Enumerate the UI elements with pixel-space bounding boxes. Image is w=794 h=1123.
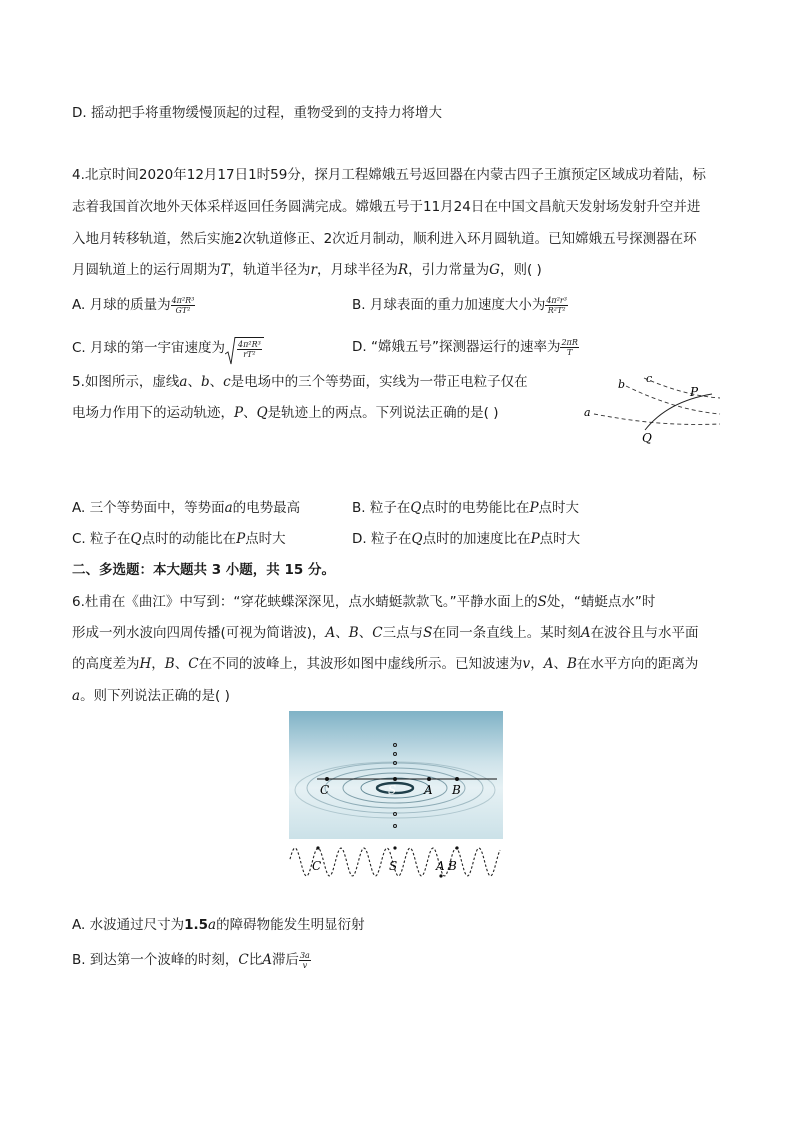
point-S-marker xyxy=(393,777,397,781)
q6-text: 、 xyxy=(335,625,349,641)
var-b: b xyxy=(200,374,210,390)
var-H: H xyxy=(139,656,152,672)
label-b: b xyxy=(618,378,626,391)
q5-text: 是电场中的三个等势面，实线为一带正电粒子仅在 xyxy=(230,374,528,390)
q4-text: 月圆轨道上的运行周期为 xyxy=(72,262,221,278)
q6-option-a xyxy=(72,915,365,935)
formula-moon-mass xyxy=(171,296,196,315)
q6-option-b-text: 比 xyxy=(248,952,263,968)
q6-stem-line4 xyxy=(72,686,230,706)
var-a: a xyxy=(224,500,233,516)
q4-option-a-label: A. 月球的质量为 xyxy=(72,297,171,313)
q6-wave-diagram xyxy=(287,710,503,882)
q5-option-d-text: D. 粒子在 xyxy=(352,531,412,547)
photo-label-B: B xyxy=(452,783,461,797)
q6-option-b xyxy=(72,950,311,970)
wave-C-marker xyxy=(316,846,319,849)
q5-option-d-text: 点时的加速度比在 xyxy=(422,531,531,547)
q4-option-b-label: B. 月球表面的重力加速度大小为 xyxy=(352,297,546,313)
var-T: T xyxy=(220,262,230,278)
wave-label-S: S xyxy=(389,859,398,873)
q4-option-c xyxy=(72,337,264,359)
var-S: S xyxy=(423,625,433,641)
var-A: A xyxy=(580,625,591,641)
q4-text: ，月球半径为 xyxy=(316,262,398,278)
fraction-denominator: T xyxy=(566,347,573,357)
wave-label-C: C xyxy=(312,859,322,873)
var-B: B xyxy=(348,625,359,641)
var-C: C xyxy=(238,952,249,968)
var-B: B xyxy=(164,656,175,672)
q4-stem-line3: 入地月转移轨道，然后实施2次轨道修正、2次近月制动，顺利进入环月圆轨道。已知嫦娥五号探测器在环 xyxy=(72,231,697,247)
q6-option-a-text: 的障碍物能发生明显衍射 xyxy=(216,917,365,933)
q4-option-c-label: C. 月球的第一宇宙速度为 xyxy=(72,340,226,356)
q5-option-d-text: 点时大 xyxy=(539,531,581,547)
q4-stem-line1: 4.北京时间2020年12月17日1时59分，探月工程嫦娥五号返回器在内蒙古四子王旗预定区域成功着陆，标 xyxy=(72,167,706,183)
var-Q: Q xyxy=(411,531,423,547)
var-P: P xyxy=(236,531,246,547)
wave-S-marker xyxy=(393,846,396,849)
q5-option-c-text: C. 粒子在 xyxy=(72,531,131,547)
point-C-marker xyxy=(325,777,329,781)
q6-text: 6.杜甫在《曲江》中写到：“穿花蛱蝶深深见，点水蜻蜓款款飞。”平静水面上的 xyxy=(72,594,538,610)
q5-text: 、 xyxy=(187,374,201,390)
q6-stem-line2 xyxy=(72,623,699,643)
q6-text: 在水平方向的距离为 xyxy=(576,656,699,672)
q4-text: ，轨道半径为 xyxy=(229,262,311,278)
q6-text: 的高度差为 xyxy=(72,656,140,672)
q5-option-a xyxy=(72,498,300,518)
formula-delay xyxy=(299,951,311,970)
q5-option-c-text: 点时大 xyxy=(245,531,286,547)
q6-option-a-text: A. 水波通过尺寸为 xyxy=(72,917,185,933)
fraction-denominator: GT² xyxy=(175,305,191,315)
fraction-numerator: 4π²R³ xyxy=(171,295,195,305)
wave-label-B: B xyxy=(448,859,457,873)
var-A: A xyxy=(262,952,272,968)
q3-option-d-text: D. 摇动把手将重物缓慢顶起的过程，重物受到的支持力将增大 xyxy=(72,105,442,121)
q6-stem-line1 xyxy=(72,592,655,612)
var-P: P xyxy=(234,405,244,421)
q6-text: 在波谷且与水平面 xyxy=(590,625,699,641)
var-c: c xyxy=(223,374,231,390)
photo-label-C: C xyxy=(320,783,330,797)
formula-first-cosmic-velocity xyxy=(225,337,264,359)
fraction-numerator: 4π²r³ xyxy=(546,295,567,305)
fraction-numerator: 2πR xyxy=(561,337,578,347)
q6-text: 三点与 xyxy=(382,625,424,641)
q4-text: ，引力常量为 xyxy=(408,262,490,278)
fraction-numerator: 4π²R³ xyxy=(238,339,261,349)
q6-option-b-text: B. 到达第一个波峰的时刻， xyxy=(72,952,239,968)
wave-A-marker xyxy=(439,874,442,877)
var-Q: Q xyxy=(410,500,422,516)
equipotential-a xyxy=(594,414,720,424)
q4-option-d-label: D. “嫦娥五号”探测器运行的速率为 xyxy=(352,339,561,355)
q3-option-d xyxy=(72,103,442,123)
q5-option-b-text: 点时大 xyxy=(538,500,580,516)
photo-label-A: A xyxy=(424,783,433,797)
q6-text: 。则下列说法正确的是( ) xyxy=(80,688,230,704)
q6-text: 、 xyxy=(553,656,567,672)
q5-option-b-text: B. 粒子在 xyxy=(352,500,411,516)
label-c: c xyxy=(646,372,653,385)
fraction-numerator: 3a xyxy=(299,950,310,960)
photo-label-S: S xyxy=(388,783,397,797)
fraction-denominator: R²T² xyxy=(547,305,566,315)
section-title: 二、多选题：本大题共 3 小题，共 15 分。 xyxy=(72,562,335,578)
formula-gravity xyxy=(545,296,568,315)
q5-text: 、 xyxy=(209,374,224,390)
q5-stem-line2 xyxy=(72,403,499,423)
label-P: P xyxy=(690,385,699,399)
q6-text: 处，“蜻蜓点水”时 xyxy=(546,594,656,610)
q6-stem-line3 xyxy=(72,654,698,674)
q5-text: 、 xyxy=(243,405,257,421)
q4-option-a xyxy=(72,295,195,315)
var-A: A xyxy=(543,656,554,672)
q5-field-diagram xyxy=(582,366,722,446)
formula-speed xyxy=(560,338,578,357)
var-a: a xyxy=(208,917,217,933)
var-a: a xyxy=(72,688,81,704)
var-G: G xyxy=(489,262,500,278)
q6-text: 在同一条直线上。某时刻 xyxy=(432,625,581,641)
fraction-denominator: v xyxy=(302,960,308,970)
q6-text: 在不同的波峰上，其波形如图中虚线所示。已知波速为 xyxy=(198,656,523,672)
var-r: r xyxy=(310,262,317,278)
var-A: A xyxy=(325,625,336,641)
q6-text: ， xyxy=(151,656,165,672)
q4-option-d xyxy=(352,337,579,357)
q6-option-b-text: 滞后 xyxy=(271,952,299,968)
q6-text: 、 xyxy=(358,625,373,641)
var-Q: Q xyxy=(130,531,142,547)
var-P: P xyxy=(530,531,540,547)
q5-text: 5.如图所示，虚线 xyxy=(72,374,180,390)
q5-option-d xyxy=(352,529,580,549)
var-C: C xyxy=(372,625,383,641)
label-Q: Q xyxy=(642,431,652,445)
q4-stem-line2: 志着我国首次地外天体采样返回任务圆满完成。嫦娥五号于11月24日在中国文昌航天发射场发射升空并进 xyxy=(72,199,701,215)
q6-text: 、 xyxy=(174,656,189,672)
label-a: a xyxy=(584,406,591,419)
q5-option-a-text: 的电势最高 xyxy=(232,500,301,516)
q5-option-b-text: 点时的电势能比在 xyxy=(421,500,530,516)
q6-text: ， xyxy=(530,656,544,672)
point-B-marker xyxy=(455,777,459,781)
equipotential-b xyxy=(626,386,720,414)
sqrt-sign-icon xyxy=(225,337,237,365)
var-B: B xyxy=(566,656,577,672)
q6-option-a-value: 1.5 xyxy=(184,917,209,933)
var-Q: Q xyxy=(256,405,268,421)
var-a: a xyxy=(179,374,188,390)
q5-text: 电场力作用下的运动轨迹， xyxy=(72,405,234,421)
var-P: P xyxy=(529,500,539,516)
q4-stem-line4 xyxy=(72,260,542,280)
wave-B-marker xyxy=(455,846,458,849)
q5-stem-line1 xyxy=(72,372,528,392)
q5-text: 是轨迹上的两点。下列说法正确的是( ) xyxy=(267,405,499,421)
var-C: C xyxy=(188,656,199,672)
q5-option-c xyxy=(72,529,286,549)
q4-text: ，则( ) xyxy=(499,262,542,278)
var-v: v xyxy=(522,656,531,672)
q5-option-a-text: A. 三个等势面中，等势面 xyxy=(72,500,225,516)
q5-option-b xyxy=(352,498,579,518)
q6-text: 形成一列水波向四周传播(可视为简谐波)， xyxy=(72,625,326,641)
var-R: R xyxy=(397,262,409,278)
var-S: S xyxy=(537,594,547,610)
wave-label-A: A xyxy=(436,859,445,873)
fraction-denominator: rT² xyxy=(243,349,256,359)
q4-option-b xyxy=(352,295,568,315)
q5-option-c-text: 点时的动能比在 xyxy=(141,531,237,547)
point-A-marker xyxy=(427,777,431,781)
